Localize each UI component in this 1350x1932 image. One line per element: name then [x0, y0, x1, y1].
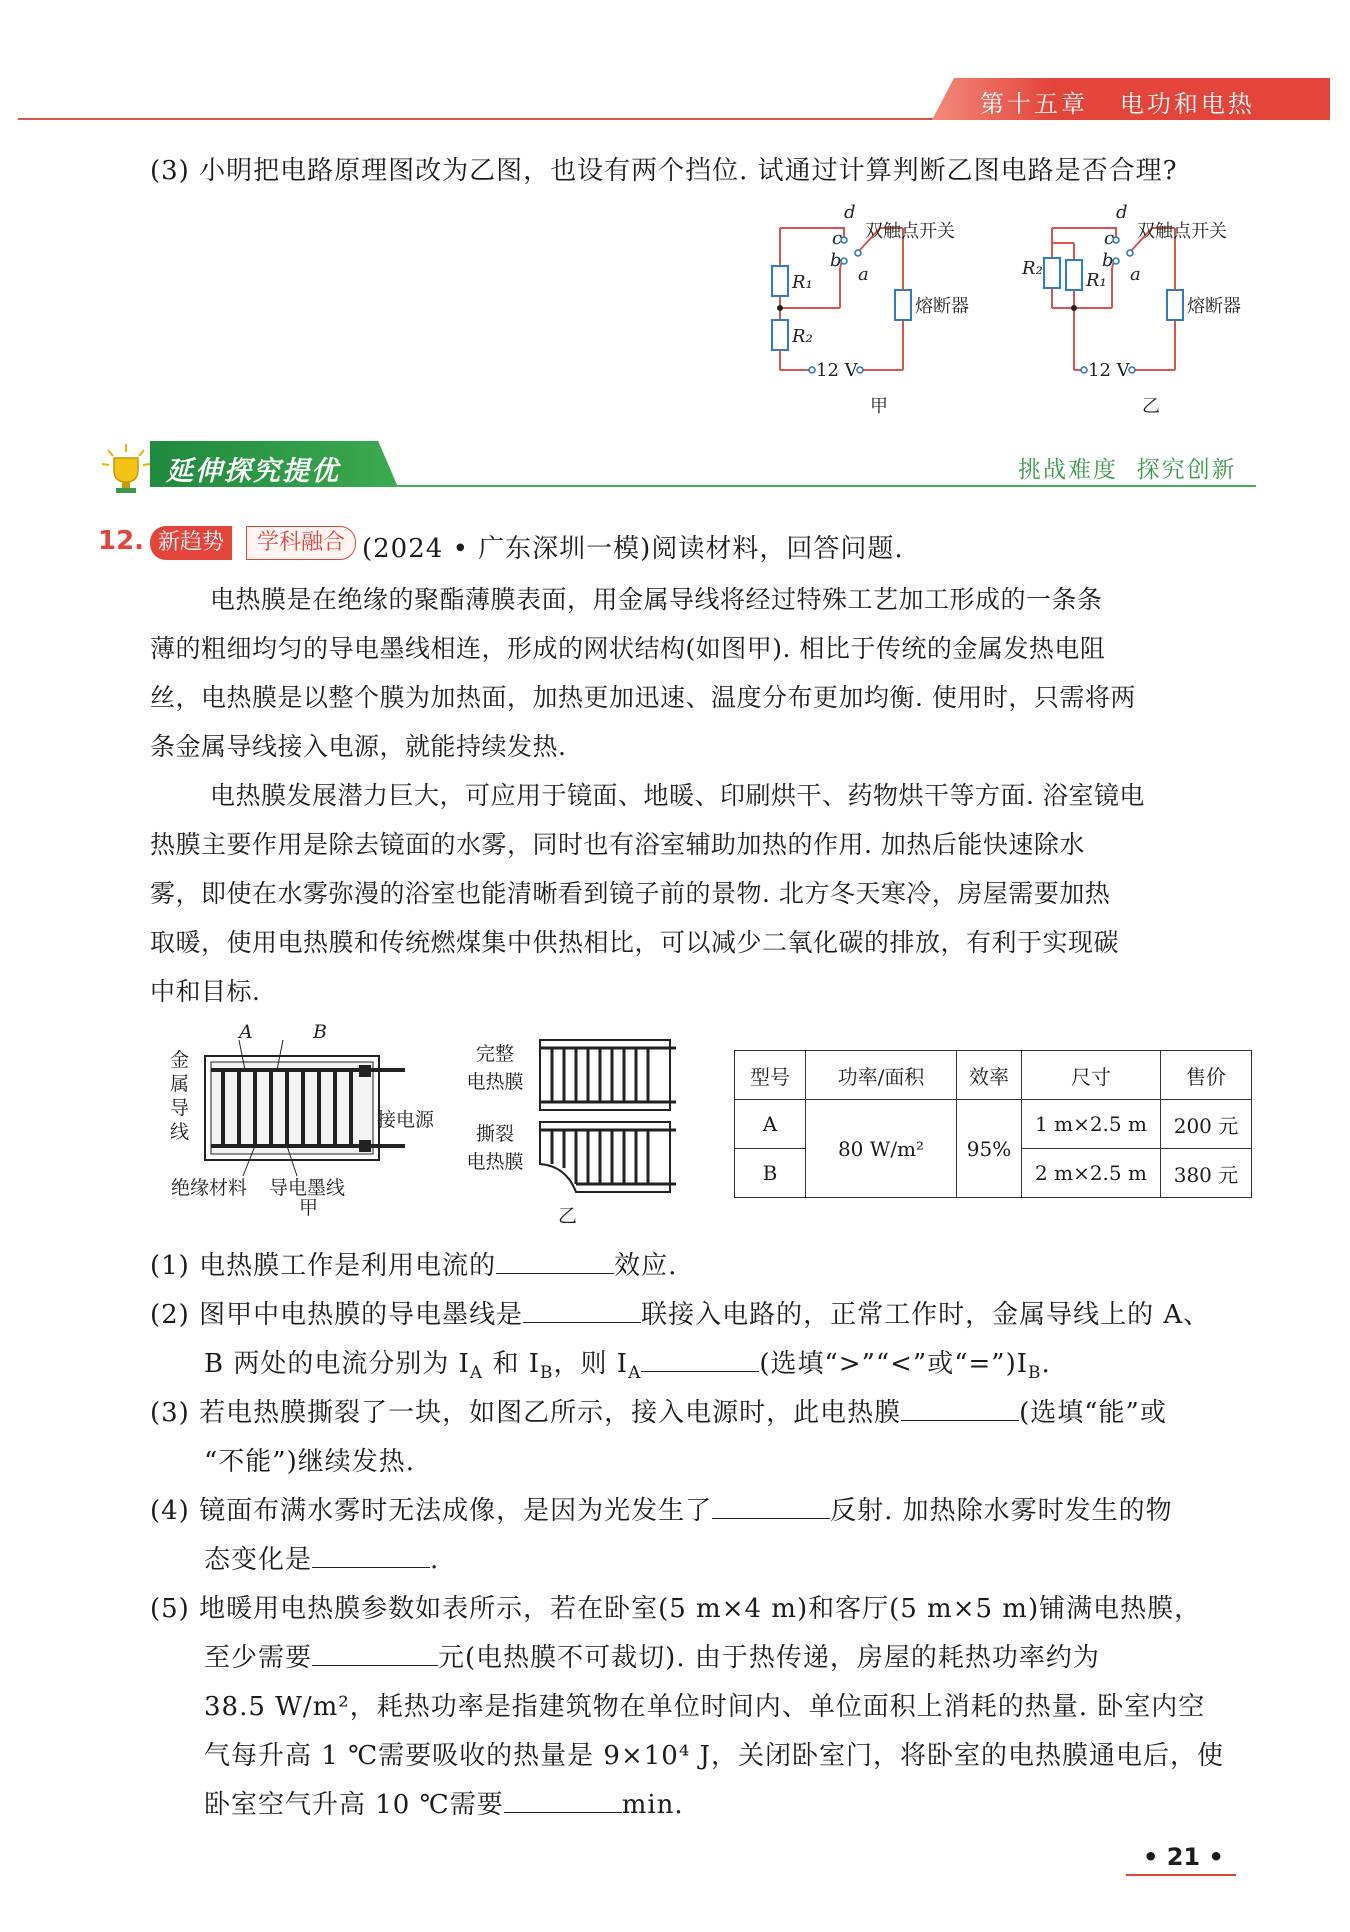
sq5-b: 至少需要: [204, 1643, 313, 1673]
label-metal-wire: 金属导线: [170, 1049, 190, 1143]
sq4-d: .: [430, 1545, 440, 1575]
label-voltage: 12 V: [816, 360, 858, 381]
sq4-text: (4) 镜面布满水雾时无法成像，是因为光发生了: [150, 1496, 713, 1526]
sub-question-4-cont: [204, 1539, 439, 1576]
material-line: 中和目标.: [150, 977, 261, 1006]
sub-a: A: [469, 1363, 484, 1384]
circuit-diagrams: [760, 198, 1320, 428]
heating-film-figure: [165, 1018, 465, 1218]
page-number-rule: [1126, 1874, 1236, 1876]
th-price: 售价: [1161, 1051, 1252, 1100]
material-line: 电热膜发展潜力巨大，可应用于镜面、地暖、印刷烘干、药物烘干等方面. 浴室镜电: [210, 781, 1145, 810]
sq4-tail: 反射. 加热除水雾时发生的物: [830, 1496, 1173, 1526]
subject-badge: 学科融合: [246, 526, 356, 560]
label-fuse-2: 熔断器: [1187, 296, 1241, 317]
question-number: 12.: [98, 526, 145, 556]
label-power: 接电源: [377, 1109, 435, 1131]
sub-question-3: [150, 1392, 1167, 1429]
question-source: (2024 • 广东深圳一模)阅读材料，回答问题.: [362, 534, 904, 564]
page-number: • 21 •: [1143, 1843, 1224, 1871]
material-line: 条金属导线接入电源，就能持续发热.: [150, 732, 567, 761]
sq5-c: 元(电热膜不可裁切). 由于热传递，房屋的耗热功率约为: [438, 1643, 1100, 1673]
label-switch-2: 双触点开关: [1137, 221, 1227, 242]
sub-b-2: B: [1028, 1363, 1042, 1384]
sq2-i: (选填“>”“<”或“=”)I: [759, 1349, 1029, 1379]
answer-blank[interactable]: [901, 1419, 1019, 1421]
section-rule: [396, 485, 1256, 487]
label-d: d: [844, 202, 856, 223]
label-complete-film: [460, 1040, 530, 1096]
label-torn-1: 撕裂: [475, 1123, 514, 1145]
sq2-tail: 联接入电路的，正常工作时，金属导线上的 A、: [641, 1300, 1211, 1330]
material-line: 热膜主要作用是除去镜面的水雾，同时也有浴室辅助加热的作用. 加热后能快速除水: [150, 830, 1085, 859]
label-r2-b: R₂: [1022, 258, 1043, 279]
label-a: a: [858, 264, 869, 285]
sq1-tail: 效应.: [614, 1251, 678, 1281]
caption-jia: 甲: [870, 396, 888, 417]
cell-price: 200 元: [1161, 1100, 1252, 1149]
label-c-2: c: [1104, 228, 1115, 249]
cell-efficiency: 95%: [957, 1100, 1022, 1198]
cell-size: 1 m×2.5 m: [1022, 1100, 1161, 1149]
material-line: 取暖，使用电热膜和传统燃煤集中供热相比，可以减少二氧化碳的排放，有利于实现碳: [150, 928, 1120, 957]
cell-power: 80 W/m²: [806, 1100, 957, 1198]
section-title: 延伸探究提优: [166, 456, 340, 487]
sq3-text: (3) 若电热膜撕裂了一块，如图乙所示，接入电源时，此电热膜: [150, 1398, 902, 1428]
label-b-2: b: [1102, 250, 1114, 271]
sq2-k: .: [1041, 1349, 1051, 1379]
spec-table: [734, 1050, 1252, 1198]
material-line: 薄的粗细均匀的导电墨线相连，形成的网状结构(如图甲). 相比于传统的金属发热电阻: [150, 634, 1106, 663]
label-r2: R₂: [792, 326, 813, 347]
film-comparison-figure: [536, 1036, 686, 1226]
material-line: 电热膜是在绝缘的聚酯薄膜表面，用金属导线将经过特殊工艺加工形成的一条条: [210, 585, 1103, 614]
sq2-g: ，则 I: [553, 1349, 629, 1379]
cell-model: B: [735, 1149, 806, 1198]
q-prev-part3: (3) 小明把电路原理图改为乙图，也设有两个挡位. 试通过计算判断乙图电路是否合理?: [150, 156, 1178, 186]
answer-blank[interactable]: [312, 1566, 430, 1568]
sub-question-5-l4: 气每升高 1 ℃需要吸收的热量是 9×10⁴ J，关闭卧室门，将卧室的电热膜通电后，使: [204, 1741, 1224, 1771]
label-switch: 双触点开关: [865, 221, 955, 242]
label-r1-b: R₁: [1086, 270, 1107, 291]
label-d-2: d: [1116, 202, 1128, 223]
sub-question-5-l2: [204, 1637, 1100, 1674]
sq2-e: 和 I: [483, 1349, 541, 1379]
label-c: c: [832, 228, 843, 249]
sub-question-2-cont: [204, 1343, 1051, 1383]
sub-question-4: [150, 1490, 1173, 1527]
cell-size: 2 m×2.5 m: [1022, 1149, 1161, 1198]
caption-yi: 乙: [1142, 396, 1160, 417]
label-voltage-2: 12 V: [1088, 360, 1130, 381]
sub-a-2: A: [628, 1363, 642, 1384]
sub-b: B: [540, 1363, 554, 1384]
sub-question-5-l5: [204, 1784, 684, 1821]
cell-price: 380 元: [1161, 1149, 1252, 1198]
th-size: 尺寸: [1022, 1051, 1161, 1100]
label-b-point: B: [313, 1021, 327, 1043]
table-row: [735, 1100, 1252, 1149]
th-power: 功率/面积: [806, 1051, 957, 1100]
label-ink: 导电墨线: [269, 1177, 346, 1199]
answer-blank[interactable]: [523, 1321, 641, 1323]
label-a-point: A: [239, 1021, 253, 1043]
sub-question-5-l3: 38.5 W/m²，耗热功率是指建筑物在单位时间内、单位面积上消耗的热量. 卧室内空: [204, 1692, 1206, 1722]
caption-fig-yi: 乙: [558, 1205, 578, 1226]
th-model: 型号: [735, 1051, 806, 1100]
sq5-g: min.: [621, 1790, 684, 1820]
sub-question-2: [150, 1294, 1210, 1331]
th-efficiency: 效率: [957, 1051, 1022, 1100]
sq2-text: (2) 图甲中电热膜的导电墨线是: [150, 1300, 524, 1330]
answer-blank[interactable]: [641, 1370, 759, 1372]
label-torn-film: [460, 1120, 530, 1176]
sq1-text: (1) 电热膜工作是利用电流的: [150, 1251, 497, 1281]
sq5-f: 卧室空气升高 10 ℃需要: [204, 1790, 504, 1820]
label-r1: R₁: [792, 272, 813, 293]
answer-blank[interactable]: [312, 1664, 438, 1666]
section-subtitle: 挑战难度 探究创新: [1018, 457, 1237, 483]
label-insulation: 绝缘材料: [171, 1177, 248, 1199]
table-header-row: [735, 1051, 1252, 1100]
answer-blank[interactable]: [712, 1517, 830, 1519]
sq3-tail: (选填“能”或: [1019, 1398, 1167, 1428]
label-b: b: [830, 250, 842, 271]
chapter-title: 第十五章 电功和电热: [980, 90, 1255, 118]
caption-fig-jia: 甲: [299, 1197, 319, 1218]
trophy-icon: [98, 440, 158, 496]
sub-question-1: [150, 1245, 677, 1282]
answer-blank[interactable]: [504, 1811, 622, 1813]
trend-badge: 新趋势: [150, 526, 232, 560]
sq2-c: B 两处的电流分别为 I: [204, 1349, 470, 1379]
label-complete-1: 完整: [475, 1043, 514, 1065]
answer-blank[interactable]: [496, 1272, 614, 1274]
label-a-2: a: [1130, 264, 1141, 285]
sub-question-5: (5) 地暖用电热膜参数如表所示，若在卧室(5 m×4 m)和客厅(5 m×5 m)铺满电热膜，: [150, 1594, 1202, 1624]
label-torn-2: 电热膜: [466, 1151, 524, 1173]
material-line: 丝，电热膜是以整个膜为加热面，加热更加迅速、温度分布更加均衡. 使用时，只需将两: [150, 683, 1136, 712]
label-complete-2: 电热膜: [466, 1071, 524, 1093]
sq4-c: 态变化是: [204, 1545, 313, 1575]
label-fuse: 熔断器: [915, 296, 969, 317]
cell-model: A: [735, 1100, 806, 1149]
material-line: 雾，即使在水雾弥漫的浴室也能清晰看到镜子前的景物. 北方冬天寒冷，房屋需要加热: [150, 879, 1111, 908]
sub-question-3-cont: “不能”)继续发热.: [204, 1447, 415, 1477]
